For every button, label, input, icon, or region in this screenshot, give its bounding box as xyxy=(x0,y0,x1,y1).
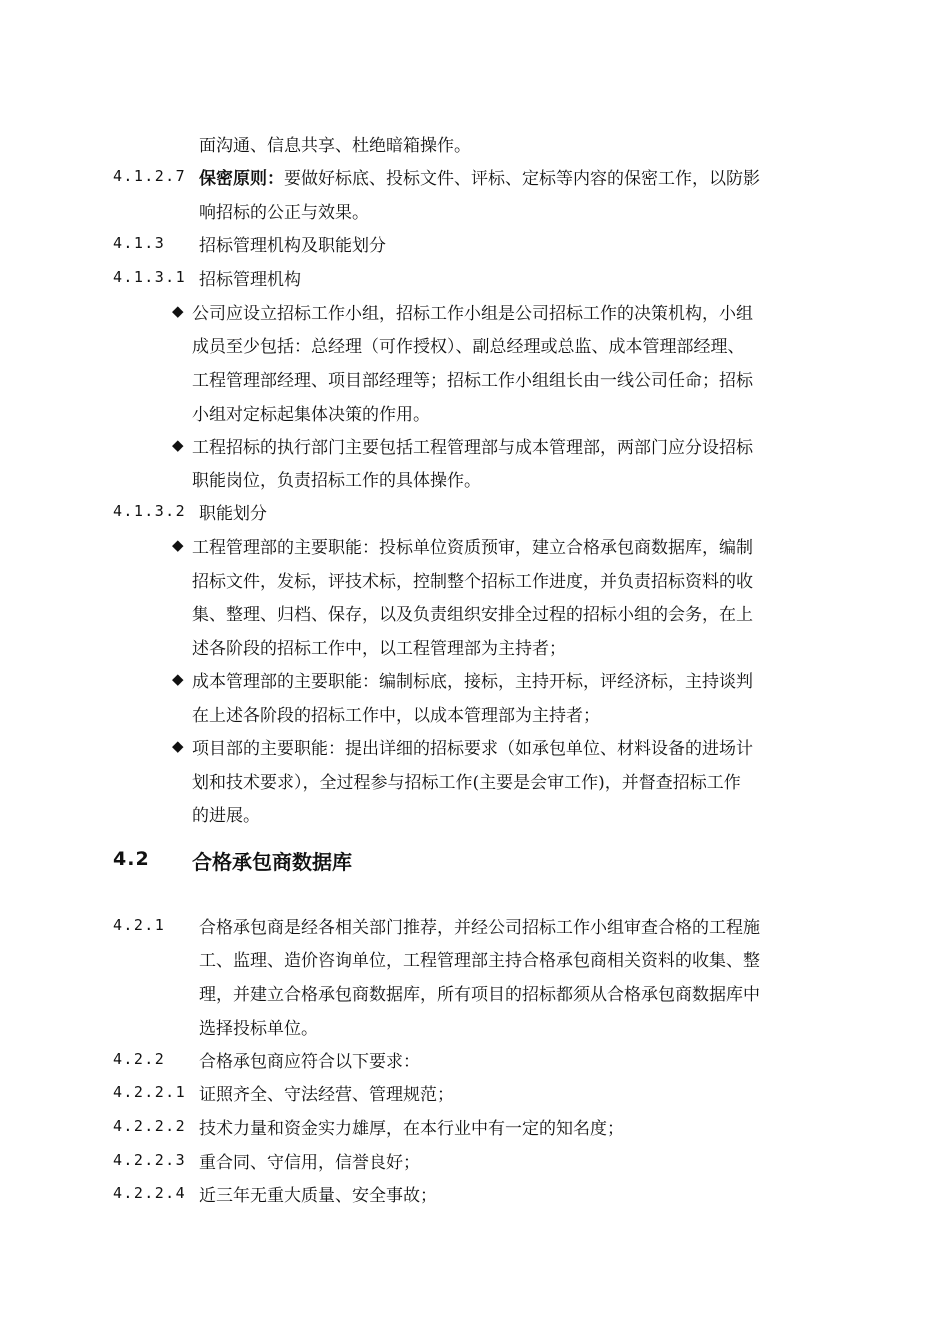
bullet-line: 集、整理、归档、保存，以及负责组织安排全过程的招标小组的会务，在上 xyxy=(192,605,753,625)
section-4-1-2-7-line1 xyxy=(199,164,760,189)
requirement-item: 重合同、守信用，信誉良好； xyxy=(199,1153,420,1173)
paragraph-line: 工、监理、造价咨询单位，工程管理部主持合格承包商相关资料的收集、整 xyxy=(199,951,760,971)
requirement-item: 证照齐全、守法经营、管理规范； xyxy=(199,1085,454,1105)
diamond-bullet-icon: ◆ xyxy=(172,737,184,755)
section-number-4-2-2: 4.2.2 xyxy=(113,1050,166,1068)
section-number-4-1-3: 4.1.3 xyxy=(113,234,166,252)
section-number-4-2-2-4: 4.2.2.4 xyxy=(113,1184,187,1202)
bullet-line: 成员至少包括：总经理（可作授权）、副总经理或总监、成本管理部经理、 xyxy=(192,337,745,357)
section-4-2-2-title: 合格承包商应符合以下要求： xyxy=(199,1052,420,1072)
bullet-line: 成本管理部的主要职能：编制标底，接标，主持开标，评经济标，主持谈判 xyxy=(192,672,753,692)
diamond-bullet-icon: ◆ xyxy=(172,536,184,554)
paragraph-continuation: 面沟通、信息共享、杜绝暗箱操作。 xyxy=(199,136,471,156)
confidentiality-label: 保密原则： xyxy=(199,169,284,189)
section-number-4-1-2-7: 4.1.2.7 xyxy=(113,167,187,185)
section-4-1-3-1-title: 招标管理机构 xyxy=(199,270,301,290)
bullet-line: 工程管理部经理、项目部经理等；招标工作小组组长由一线公司任命；招标 xyxy=(192,371,753,391)
bullet-line: 公司应设立招标工作小组，招标工作小组是公司招标工作的决策机构，小组 xyxy=(192,304,753,324)
paragraph-line: 选择投标单位。 xyxy=(199,1019,318,1039)
section-4-2-title: 合格承包商数据库 xyxy=(192,850,352,874)
paragraph-line: 理，并建立合格承包商数据库，所有项目的招标都须从合格承包商数据库中 xyxy=(199,985,760,1005)
section-number-4-2-2-1: 4.2.2.1 xyxy=(113,1083,187,1101)
bullet-line: 工程招标的执行部门主要包括工程管理部与成本管理部，两部门应分设招标 xyxy=(192,438,753,458)
section-number-4-1-3-1: 4.1.3.1 xyxy=(113,268,187,286)
bullet-line: 的进展。 xyxy=(192,806,260,826)
requirement-item: 技术力量和资金实力雄厚，在本行业中有一定的知名度； xyxy=(199,1119,624,1139)
section-number-4-2-2-3: 4.2.2.3 xyxy=(113,1151,187,1169)
bullet-line: 小组对定标起集体决策的作用。 xyxy=(192,405,430,425)
section-4-1-2-7-line2: 响招标的公正与效果。 xyxy=(199,203,369,223)
section-4-1-3-title: 招标管理机构及职能划分 xyxy=(199,236,386,256)
diamond-bullet-icon: ◆ xyxy=(172,670,184,688)
bullet-line: 划和技术要求），全过程参与招标工作(主要是会审工作)，并督查招标工作 xyxy=(192,773,741,793)
bullet-line: 工程管理部的主要职能：投标单位资质预审，建立合格承包商数据库，编制 xyxy=(192,538,753,558)
section-number-4-2: 4.2 xyxy=(113,848,150,870)
section-number-4-2-1: 4.2.1 xyxy=(113,916,166,934)
section-4-1-3-2-title: 职能划分 xyxy=(199,504,267,524)
paragraph-line: 合格承包商是经各相关部门推荐，并经公司招标工作小组审查合格的工程施 xyxy=(199,918,760,938)
bullet-line: 述各阶段的招标工作中，以工程管理部为主持者； xyxy=(192,639,566,659)
diamond-bullet-icon: ◆ xyxy=(172,436,184,454)
bullet-line: 在上述各阶段的招标工作中，以成本管理部为主持者； xyxy=(192,706,600,726)
bullet-line: 招标文件，发标，评技术标，控制整个招标工作进度，并负责招标资料的收 xyxy=(192,572,753,592)
bullet-line: 项目部的主要职能：提出详细的招标要求（如承包单位、材料设备的进场计 xyxy=(192,739,753,759)
diamond-bullet-icon: ◆ xyxy=(172,302,184,320)
requirement-item: 近三年无重大质量、安全事故； xyxy=(199,1186,437,1206)
confidentiality-text: 要做好标底、投标文件、评标、定标等内容的保密工作，以防影 xyxy=(284,169,760,189)
bullet-line: 职能岗位，负责招标工作的具体操作。 xyxy=(192,471,481,491)
section-number-4-1-3-2: 4.1.3.2 xyxy=(113,502,187,520)
section-number-4-2-2-2: 4.2.2.2 xyxy=(113,1117,187,1135)
